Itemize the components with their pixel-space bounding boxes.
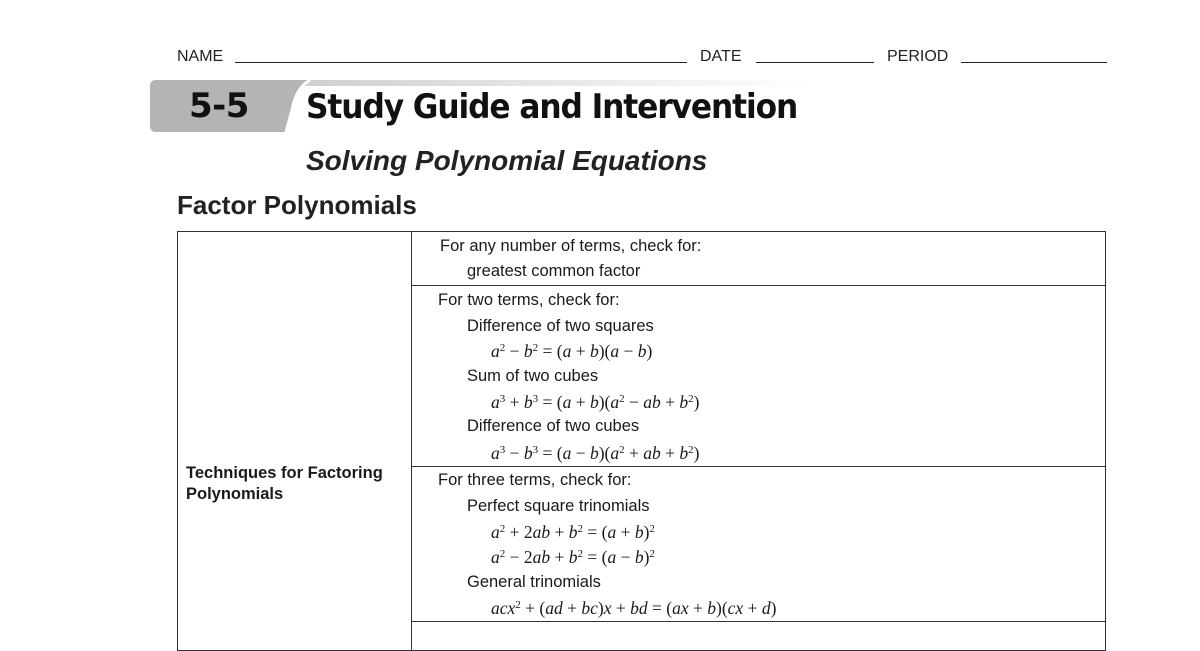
formula: $a^2 + 2ab + b^2 = (a + b)^2$	[491, 522, 655, 542]
row-heading: For three terms, check for:	[438, 471, 632, 489]
check-item: greatest common factor	[467, 262, 641, 280]
section-heading: Factor Polynomials	[177, 190, 417, 220]
lesson-number: 5-5	[189, 86, 249, 126]
banner-fade-bar	[300, 80, 810, 86]
date-label: DATE	[700, 48, 742, 65]
name-field-line[interactable]	[235, 62, 687, 63]
table-row-any-terms	[412, 232, 1105, 286]
check-item: Difference of two cubes	[467, 417, 640, 435]
row-heading: For two terms, check for:	[438, 291, 620, 309]
check-item: General trinomials	[467, 573, 601, 591]
formula: $a^3 + b^3 = (a + b)(a^2$ − ab + $b^2$)	[491, 392, 700, 412]
name-label: NAME	[177, 48, 224, 65]
formula: $a^3 - b^3 = (a - b)(a^2$ + ab + $b^2$)	[491, 443, 700, 463]
period-field-line[interactable]	[961, 62, 1107, 63]
table-left-cell	[178, 232, 412, 650]
table-row-two-terms	[412, 286, 1105, 467]
check-item: Difference of two squares	[467, 317, 654, 335]
table-row-three-terms	[412, 467, 1105, 622]
header-fields	[177, 46, 1107, 68]
date-field-line[interactable]	[756, 62, 874, 63]
techniques-label: Techniques for Factoring Polynomials	[186, 464, 383, 503]
check-item: Perfect square trinomials	[467, 497, 650, 515]
lesson-subtitle: Solving Polynomial Equations	[306, 145, 708, 176]
check-item: Sum of two cubes	[467, 367, 599, 385]
formula: acx$^2$ + (ad + bc)x + bd = (ax + b)(cx + d)	[491, 598, 777, 618]
formula: $a^2 - b^2 = (a + b)(a - b)$	[491, 341, 653, 361]
formula: $a^2 - 2ab + b^2 = (a - b)^2$	[491, 547, 655, 567]
lesson-banner	[150, 80, 810, 132]
guide-title: Study Guide and Intervention	[306, 87, 798, 127]
row-heading: For any number of terms, check for:	[440, 237, 702, 255]
factoring-techniques-table	[177, 231, 1106, 651]
period-label: PERIOD	[887, 48, 949, 65]
